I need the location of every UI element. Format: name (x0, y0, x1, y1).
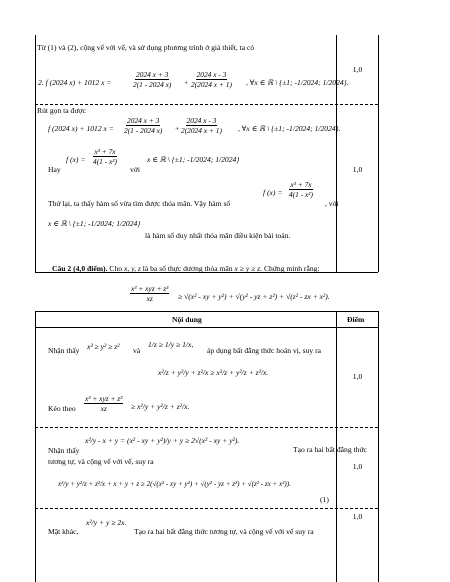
row1-ineq2-rhs: ≥ x²/y + y²/z + z²/x. (131, 402, 190, 411)
row3-mat-khac: Mặt khác, (48, 527, 79, 536)
row1-cond2: 1/z ≥ 1/y ≥ 1/x, (148, 340, 194, 349)
question-ineq-num: x³ + xyz + z³ (131, 284, 169, 293)
row1-score: 1,0 (352, 372, 363, 381)
block2-domain: , ∀x ∈ ℝ \ {±1; -1/2024; 1/2024}. (238, 124, 341, 133)
table2-header-content: Nội dung (172, 315, 202, 324)
table-left-border (35, 35, 36, 272)
block1-intro: Từ (1) và (2), cộng vế với vế, và sử dụng phương trình ở giả thiết, ta có (37, 43, 255, 52)
block1-frac1-den: 2(1 - 2024 x) (133, 80, 172, 90)
block1-domain: , ∀x ∈ ℝ \ {±1; -1/2024; 1/2024}. (246, 78, 349, 87)
block2-fx2-num: x³ + 7x (290, 180, 312, 189)
row2-score: 1,0 (352, 462, 363, 471)
row3-score: 1,0 (352, 512, 363, 521)
block2-frac2-den: 2(2024 x + 1) (181, 126, 222, 136)
row-divider (35, 427, 378, 428)
question-vars: x, y, z (123, 264, 141, 273)
block2-score: 1,0 (352, 165, 363, 174)
block1-eq-lhs: 2. f (2024 x) + 1012 x = (38, 78, 112, 87)
row1-ineq: x²/z + y²/y + z²/x ≥ x²/z + y²/z + z²/x. (158, 368, 269, 377)
row3-text: Tạo ra hai bất đẳng thức tương tự, và cộng vế với vế suy ra (134, 527, 314, 536)
row1-ineq2-den: xz (100, 404, 107, 414)
block2-frac1 (124, 117, 162, 135)
block1-frac2-den: 2(2024 x + 1) (191, 80, 232, 90)
block1-frac2-num: 2024 x - 3 (196, 70, 227, 79)
row1-ineq2-frac (84, 395, 123, 413)
block2-plus: + (175, 124, 180, 133)
block2-frac2-num: 2024 x - 3 (186, 116, 217, 125)
question-cond: x ≥ y ≥ z. (234, 264, 263, 273)
row2-text: Tạo ra hai bất đẳng thức (293, 445, 367, 454)
question-label-text: Câu 2 (4,0 điểm). (52, 264, 108, 273)
row1-ineq2-num: x³ + xyz + z³ (85, 394, 123, 403)
block2-fx2: f (x) = (263, 188, 283, 197)
table2-left-border (35, 311, 36, 582)
block1-score: 1,0 (352, 65, 363, 74)
block1-frac1-num: 2024 x + 3 (136, 70, 169, 79)
block2-dom2: x ∈ ℝ \ {±1; -1/2024; 1/2024} (48, 219, 141, 228)
row1-va: và (133, 346, 141, 355)
question-line (52, 265, 320, 273)
row2-text2: tương tự, và cộng vế với vế, suy ra (48, 457, 154, 466)
block1-plus: + (184, 78, 189, 87)
question-ineq-den: xz (146, 294, 153, 304)
question-text2: là ba số thực dương thỏa mãn (142, 264, 233, 273)
question-text3: Chứng minh rằng: (263, 264, 320, 273)
block2-fx-num: x³ + 7x (94, 147, 116, 156)
row2-nhan-thay: Nhận thấy (48, 446, 80, 455)
question-ineq-rhs: ≥ √(x² - xy + y²) + √(y² - yz + z²) + √(z² - zx + x²). (178, 292, 330, 301)
table2-header-border (35, 327, 378, 328)
row1-cond: x³ ≥ y² ≥ z² (87, 342, 120, 351)
question-ineq-frac (130, 285, 169, 303)
block2-fx2-den: 4(1 - x²) (289, 190, 313, 200)
row-divider (35, 104, 378, 105)
block2-thu-lai: Thử lại, ta thấy hàm số vừa tìm được thỏa mãn. Vậy hàm số (48, 199, 231, 208)
block1-frac2 (191, 71, 232, 89)
block2-intro: Rút gọn ta được (37, 106, 86, 115)
block2-voi: với (130, 165, 140, 174)
row1-keo-theo: Kéo theo (48, 404, 76, 413)
question-text1: Cho (109, 264, 123, 273)
row2-ineq: x²/y + y²/z + z²/x + x + y + z ≥ 2(√(x² - xy + y²) + √(y² - yz + z²) + √(z² - zx + x²)). (58, 480, 291, 488)
row3-ineq: x²/y + y ≥ 2x. (86, 518, 127, 527)
block2-hay: Hay (48, 165, 61, 174)
block2-conclusion: là hàm số duy nhất thỏa mãn điều kiện bài toán. (145, 231, 291, 240)
row2-eq: x²/y - x + y = (x² - xy + y²)/y + y ≥ 2√(x² - xy + y²). (85, 436, 240, 445)
block2-with-domain: x ∈ ℝ \ {±1; -1/2024; 1/2024} (147, 155, 240, 164)
block2-eq-lhs: f (2024 x) + 1012 x = (48, 124, 114, 133)
row1-nhan-thay: Nhận thấy (48, 346, 80, 355)
block1-frac1 (133, 71, 171, 89)
block2-fx-frac (93, 148, 117, 166)
block2-frac1-den: 2(1 - 2024 x) (124, 126, 163, 136)
table2-right-border (378, 311, 379, 582)
row-divider (35, 508, 378, 509)
row1-text: áp dụng bất đẳng thức hoán vị, suy ra (207, 346, 321, 355)
block2-fx: f (x) = (66, 155, 86, 164)
block2-fx-den: 4(1 - x²) (93, 157, 117, 167)
table2-top-border (35, 311, 378, 312)
block2-frac1-num: 2024 x + 3 (127, 116, 160, 125)
row2-label-visible: (1) (320, 495, 329, 504)
block2-frac2 (181, 117, 222, 135)
table2-header-score: Điểm (347, 315, 365, 324)
block2-fx2-frac (289, 181, 313, 199)
block2-voi2: , với (325, 199, 339, 208)
